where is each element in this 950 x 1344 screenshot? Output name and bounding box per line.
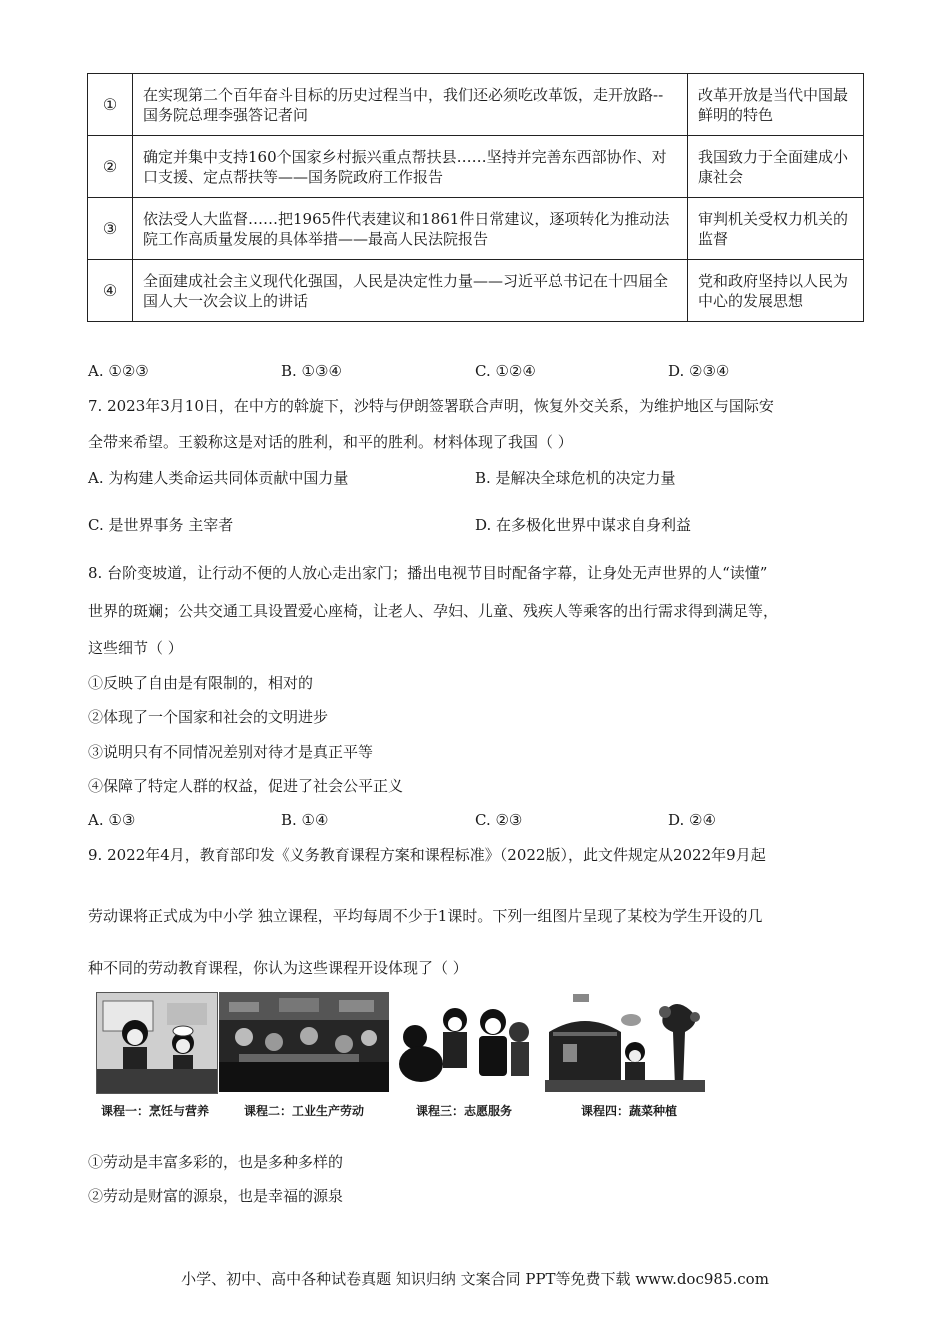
q9-statement-2: ②劳动是财富的源泉，也是幸福的源泉 [88, 1187, 344, 1205]
table-row [88, 74, 864, 136]
q9-stem-line1: 9. 2022年4月，教育部印发《义务教育课程方案和课程标准》（2022版），此文件规定从2022年9月起 [88, 846, 766, 864]
conclusion-cell: 我国致力于全面建成小康社会 [688, 136, 864, 198]
material-cell: 在实现第二个百年奋斗目标的历史过程当中，我们还必须吃改革饭，走开放路--国务院总理李强答记者问 [133, 74, 688, 136]
row-number: ① [88, 74, 133, 136]
material-cell: 全面建成社会主义现代化强国，人民是决定性力量——习近平总书记在十四届全国人大一次会议上的讲话 [133, 260, 688, 322]
q6-option-a[interactable]: A. ①②③ [88, 362, 149, 380]
page-footer: 小学、初中、高中各种试卷真题 知识归纳 文案合同 PPT等免费下载 www.doc985.com [181, 1270, 769, 1288]
course-caption-3: 课程三：志愿服务 [416, 1104, 513, 1118]
q8-statement-2: ②体现了一个国家和社会的文明进步 [88, 708, 329, 726]
table-row [88, 260, 864, 322]
conclusion-cell: 审判机关受权力机关的监督 [688, 198, 864, 260]
q8-option-d[interactable]: D. ②④ [668, 811, 716, 829]
q7-option-a[interactable]: A. 为构建人类命运共同体贡献中国力量 [88, 469, 349, 487]
q9-stem-line3: 种不同的劳动教育课程，你认为这些课程开设体现了（ ） [88, 959, 468, 977]
q8-option-b[interactable]: B. ①④ [281, 811, 329, 829]
material-cell: 依法受人大监督……把1965件代表建议和1861件日常建议，逐项转化为推动法院工作高质量发展的具体举措——最高人民法院报告 [133, 198, 688, 260]
q9-statement-1: ①劳动是丰富多彩的，也是多种多样的 [88, 1153, 344, 1171]
conclusion-cell: 党和政府坚持以人民为中心的发展思想 [688, 260, 864, 322]
q6-option-c[interactable]: C. ①②④ [475, 362, 536, 380]
table-row [88, 198, 864, 260]
q7-stem-line2: 全带来希望。王毅称这是对话的胜利，和平的胜利。材料体现了我国（ ） [88, 433, 573, 451]
row-number: ② [88, 136, 133, 198]
conclusion-cell: 改革开放是当代中国最鲜明的特色 [688, 74, 864, 136]
q8-option-a[interactable]: A. ①③ [88, 811, 136, 829]
q8-option-c[interactable]: C. ②③ [475, 811, 523, 829]
course-caption-4: 课程四：蔬菜种植 [581, 1104, 678, 1118]
q6-option-d[interactable]: D. ②③④ [668, 362, 730, 380]
planting-course-image [545, 992, 705, 1092]
q8-statement-1: ①反映了自由是有限制的，相对的 [88, 674, 314, 692]
volunteer-course-image [393, 992, 533, 1092]
q8-statement-4: ④保障了特定人群的权益，促进了社会公平正义 [88, 777, 404, 795]
material-cell: 确定并集中支持160个国家乡村振兴重点帮扶县……坚持并完善东西部协作、对口支援、定点帮扶等——国务院政府工作报告 [133, 136, 688, 198]
q8-statement-3: ③说明只有不同情况差别对待才是真正平等 [88, 743, 374, 761]
q8-stem-line3: 这些细节（ ） [88, 639, 183, 657]
industry-course-image [219, 992, 389, 1092]
q8-stem-line2: 世界的斑斓；公共交通工具设置爱心座椅，让老人、孕妇、儿童、残疾人等乘客的出行需求得到满足等， [88, 602, 779, 620]
row-number: ④ [88, 260, 133, 322]
q6-option-b[interactable]: B. ①③④ [281, 362, 342, 380]
q8-stem-line1: 8. 台阶变坡道，让行动不便的人放心走出家门；播出电视节目时配备字幕，让身处无声世界的人“读懂” [88, 564, 768, 582]
q7-option-d[interactable]: D. 在多极化世界中谋求自身利益 [475, 516, 692, 534]
course-caption-2: 课程二：工业生产劳动 [244, 1104, 365, 1118]
course-caption-1: 课程一：烹饪与营养 [101, 1104, 210, 1118]
q9-stem-line2: 劳动课将正式成为中小学 独立课程，平均每周不少于1课时。下列一组图片呈现了某校为学生开设的几 [88, 907, 763, 925]
material-table [87, 73, 864, 322]
row-number: ③ [88, 198, 133, 260]
q7-option-b[interactable]: B. 是解决全球危机的决定力量 [475, 469, 676, 487]
cooking-course-image [96, 992, 218, 1094]
q7-stem-line1: 7. 2023年3月10日，在中方的斡旋下，沙特与伊朗签署联合声明，恢复外交关系，为维护地区与国际安 [88, 397, 774, 415]
q7-option-c[interactable]: C. 是世界事务 主宰者 [88, 516, 234, 534]
table-row [88, 136, 864, 198]
